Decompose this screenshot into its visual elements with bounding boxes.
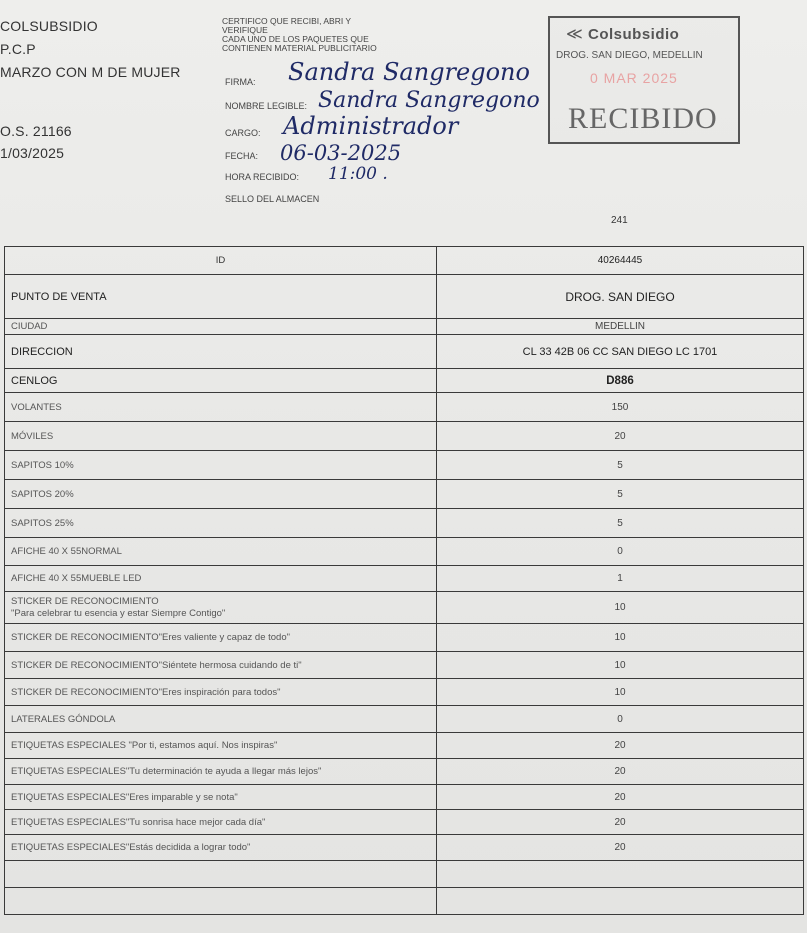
row-label: DIRECCION	[5, 335, 437, 369]
row-label-two-line	[5, 592, 437, 624]
table-row	[5, 810, 804, 835]
row-label: SAPITOS 10%	[5, 451, 437, 480]
stamp-status: RECIBIDO	[568, 102, 718, 135]
time-received-label: HORA RECIBIDO:	[225, 172, 300, 182]
row-value: 20	[437, 422, 804, 451]
handwritten-signature: Sandra Sangregono	[288, 58, 530, 86]
row-value: 20	[437, 759, 804, 785]
row-label-quote: "Para celebrar tu esencia y estar Siempre Contigo"	[11, 607, 226, 619]
position-label: CARGO:	[225, 128, 261, 138]
row-value: 0	[437, 538, 804, 566]
row-value: 5	[437, 509, 804, 538]
order-number: O.S. 21166	[0, 123, 72, 139]
company-name: COLSUBSIDIO	[0, 18, 98, 34]
table-row	[5, 509, 804, 538]
row-label: ETIQUETAS ESPECIALES"Eres imparable y se nota"	[5, 785, 437, 810]
row-label: CIUDAD	[5, 319, 437, 335]
certificate-line-3: CADA UNO DE LOS PAQUETES QUE	[222, 34, 369, 44]
legible-name-label: NOMBRE LEGIBLE:	[225, 101, 308, 111]
row-value: 10	[437, 679, 804, 706]
position-value: Administrador	[283, 112, 459, 140]
row-value: 1	[437, 566, 804, 592]
row-value: 10	[437, 652, 804, 679]
legible-name-value: Sandra Sangregono	[318, 88, 540, 113]
department: P.C.P	[0, 41, 36, 57]
row-label	[5, 861, 437, 888]
stamp-store: DROG. SAN DIEGO, MEDELLIN	[556, 50, 703, 61]
table-row	[5, 835, 804, 861]
page-number: 241	[611, 215, 628, 226]
table-row	[5, 393, 804, 422]
row-label: SAPITOS 25%	[5, 509, 437, 538]
row-label: STICKER DE RECONOCIMIENTO"Siéntete hermosa cuidando de ti"	[5, 652, 437, 679]
row-label: PUNTO DE VENTA	[5, 275, 437, 319]
row-value: 150	[437, 393, 804, 422]
table-row	[5, 566, 804, 592]
table-row	[5, 335, 804, 369]
row-value: 5	[437, 480, 804, 509]
table-row	[5, 733, 804, 759]
row-label: VOLANTES	[5, 393, 437, 422]
row-label	[5, 888, 437, 915]
certificate-line-2: VERIFIQUE	[222, 25, 268, 35]
table-row	[5, 319, 804, 335]
table-row	[5, 624, 804, 652]
table-row	[5, 480, 804, 509]
row-label: MÓVILES	[5, 422, 437, 451]
row-label: ETIQUETAS ESPECIALES"Tu sonrisa hace mejor cada día"	[5, 810, 437, 835]
table-row	[5, 369, 804, 393]
row-label: STICKER DE RECONOCIMIENTO	[11, 595, 159, 607]
row-label: AFICHE 40 X 55NORMAL	[5, 538, 437, 566]
row-label: AFICHE 40 X 55MUEBLE LED	[5, 566, 437, 592]
row-label: STICKER DE RECONOCIMIENTO"Eres inspiración para todos"	[5, 679, 437, 706]
certificate-line-1: CERTIFICO QUE RECIBI, ABRI Y	[222, 16, 352, 26]
table-row	[5, 451, 804, 480]
received-stamp	[548, 16, 740, 144]
row-label: LATERALES GÓNDOLA	[5, 706, 437, 733]
table-row	[5, 759, 804, 785]
row-label: ETIQUETAS ESPECIALES "Por ti, estamos aquí. Nos inspiras"	[5, 733, 437, 759]
signature-label: FIRMA:	[225, 77, 256, 87]
certificate-line-4: CONTIENEN MATERIAL PUBLICITARIO	[222, 43, 377, 53]
table-row-id	[5, 247, 804, 275]
table-row	[5, 679, 804, 706]
table-row	[5, 275, 804, 319]
row-label: CENLOG	[5, 369, 437, 393]
row-value: D886	[437, 369, 804, 393]
row-value: DROG. SAN DIEGO	[437, 275, 804, 319]
material-table	[4, 246, 804, 915]
table-row	[5, 422, 804, 451]
row-value: 10	[437, 592, 804, 624]
date-label: FECHA:	[225, 151, 259, 161]
table-row-empty	[5, 888, 804, 915]
row-value: 20	[437, 733, 804, 759]
id-value: 40264445	[437, 247, 804, 275]
table-row	[5, 652, 804, 679]
date-value: 06-03-2025	[280, 141, 402, 165]
store-seal-label: SELLO DEL ALMACEN	[225, 194, 320, 204]
table-row-empty	[5, 861, 804, 888]
row-label: STICKER DE RECONOCIMIENTO"Eres valiente y capaz de todo"	[5, 624, 437, 652]
row-value: 5	[437, 451, 804, 480]
row-value: 20	[437, 810, 804, 835]
table-row	[5, 592, 804, 624]
row-value: CL 33 42B 06 CC SAN DIEGO LC 1701	[437, 335, 804, 369]
row-value: 0	[437, 706, 804, 733]
stamp-date: 0 MAR 2025	[590, 70, 678, 86]
stamp-brand: Colsubsidio	[588, 26, 680, 43]
order-date: 1/03/2025	[0, 145, 65, 161]
row-value: MEDELLIN	[437, 319, 804, 335]
row-value	[437, 861, 804, 888]
row-value: 20	[437, 785, 804, 810]
id-header: ID	[5, 247, 437, 275]
row-value: 10	[437, 624, 804, 652]
row-label: ETIQUETAS ESPECIALES"Estás decidida a lograr todo"	[5, 835, 437, 861]
row-value: 20	[437, 835, 804, 861]
row-value	[437, 888, 804, 915]
table-row	[5, 538, 804, 566]
campaign-title: MARZO CON M DE MUJER	[0, 64, 181, 80]
row-label: ETIQUETAS ESPECIALES"Tu determinación te ayuda a llegar más lejos"	[5, 759, 437, 785]
table-row	[5, 785, 804, 810]
row-label: SAPITOS 20%	[5, 480, 437, 509]
table-row	[5, 706, 804, 733]
colsubsidio-logo-icon: ≪	[566, 26, 583, 43]
time-received-value: 11:00 .	[328, 164, 388, 184]
